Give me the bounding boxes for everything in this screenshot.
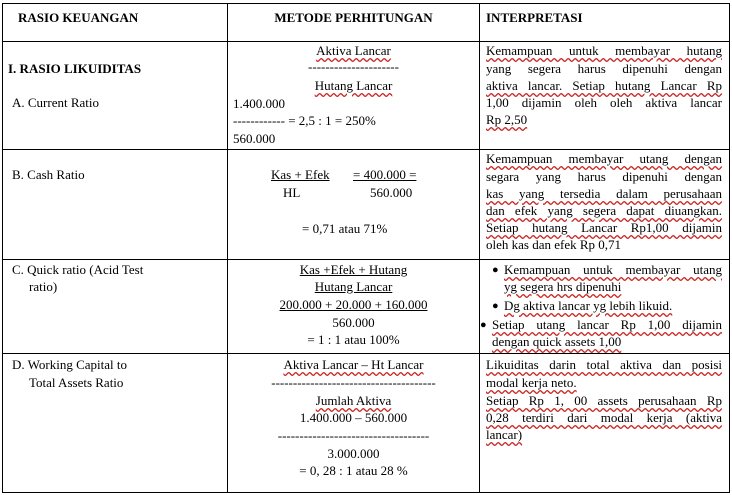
interp-cash-line-2: segara yang harus dipenuhi dengan	[486, 169, 722, 184]
interp-cash-line-5: Setiap hutang Lancar Rp1,00 dijamin	[486, 220, 722, 235]
interp-wcta-line-2: modal kerja neto.	[486, 375, 577, 390]
quick-denominator-label: Hutang Lancar	[314, 279, 393, 294]
cash-numerator-label: Kas + Efek	[271, 167, 330, 182]
interp-quick-bullet-2: Dg aktiva lancar yg lebih likuid.	[504, 298, 673, 313]
interp-wcta-line-4: 0,28 terdiri dari modal kerja (aktiva	[486, 410, 722, 425]
table-border-bottom	[2, 492, 730, 493]
interp-cash-line-3: kas yang tersedia dalam perusahaan	[486, 186, 722, 201]
row-divider-1	[2, 149, 730, 150]
wcta-denominator-label: Jumlah Aktiva	[315, 393, 392, 408]
interp-cash-line-4: dan efek yang segera dapat diuangkan.	[486, 203, 722, 218]
row-divider-2	[2, 259, 730, 260]
wcta-result: = 0, 28 : 1 atau 28 %	[299, 463, 408, 478]
interp-wcta-line-5: lancar)	[486, 427, 523, 442]
quick-result: = 1 : 1 atau 100%	[307, 332, 400, 347]
current-numerator-value: 1.400.000	[233, 96, 285, 111]
cash-result: = 0,71 atau 71%	[302, 221, 388, 236]
interp-quick-bullet-3: Setiap utang lancar Rp 1,00 dijamin	[492, 317, 722, 332]
col-divider-2	[479, 3, 480, 493]
interp-cash-line-1: Kemampuan membayar utang dengan	[486, 151, 722, 166]
bullet-icon: ●	[492, 264, 499, 276]
interp-quick-bullet-1: Kemampuan untuk membayar utang	[504, 262, 722, 277]
bullet-icon: ●	[480, 319, 487, 331]
current-denominator-label: Hutang Lancar	[314, 78, 393, 93]
ratio-name-wcta-1: D. Working Capital to	[12, 357, 127, 372]
current-denominator-value: 560.000	[233, 131, 276, 146]
interp-current-line-1: Kemampuan untuk membayar hutang	[486, 43, 722, 58]
header-metode-perhitungan: METODE PERHITUNGAN	[274, 10, 433, 25]
interp-quick-bullet-1-cont: yg segera hrs dipenuhi	[504, 279, 622, 294]
header-divider	[2, 41, 730, 42]
cash-numerator-value: = 400.000 =	[353, 167, 417, 182]
interp-wcta-line-3: Setiap Rp 1, 00 assets perusahaan Rp	[486, 393, 722, 408]
section-title-likuiditas: I. RASIO LIKUIDITAS	[8, 61, 142, 76]
financial-ratio-table	[2, 3, 730, 493]
table-border-left	[2, 3, 3, 493]
interp-cash-line-6: oleh kas dan efek Rp 0,71	[486, 237, 622, 252]
row-divider-3	[2, 353, 730, 354]
ratio-name-quick-1: C. Quick ratio (Acid Test	[12, 262, 144, 277]
cash-denominator-value: 560.000	[370, 185, 413, 200]
ratio-name-cash: B. Cash Ratio	[12, 167, 85, 182]
interp-quick-bullet-3-cont: dengan quick assets 1,00	[492, 334, 622, 349]
ratio-name-wcta-2: Total Assets Ratio	[29, 375, 124, 390]
ratio-name-quick-2: ratio)	[29, 279, 58, 294]
interp-current-line-2: yang segera harus dipenuhi dengan	[486, 61, 722, 76]
current-fraction-dash: ---------------------	[308, 59, 399, 74]
ratio-name-current: A. Current Ratio	[12, 95, 100, 110]
quick-denominator-value: 560.000	[332, 315, 375, 330]
interp-current-line-4: 1,00 dijamin oleh oleh aktiva lancar	[486, 95, 722, 110]
wcta-numerator-value: 1.400.000 – 560.000	[299, 410, 408, 425]
interp-current-line-3: aktiva lancar. Setiap hutang Lancar Rp	[486, 78, 722, 93]
quick-numerator-label: Kas +Efek + Hutang	[299, 262, 408, 277]
interp-current-line-5: Rp 2,50	[486, 112, 528, 127]
wcta-denominator-value: 3.000.000	[327, 446, 380, 461]
wcta-numerator-label: Aktiva Lancar – Ht Lancar	[283, 357, 424, 372]
cash-denominator-label: HL	[283, 185, 301, 200]
header-interpretasi: INTERPRETASI	[486, 10, 583, 25]
wcta-fraction-dash-2: -----------------------------------	[277, 428, 430, 443]
table-border-right	[729, 3, 730, 493]
quick-numerator-value: 200.000 + 20.000 + 160.000	[279, 297, 428, 312]
current-result: ------------ = 2,5 : 1 = 250%	[233, 113, 376, 128]
current-numerator-label: Aktiva Lancar	[316, 43, 391, 58]
table-border-top	[2, 3, 730, 4]
bullet-icon: ●	[492, 300, 499, 312]
wcta-fraction-dash: --------------------------------------	[271, 375, 436, 390]
interp-wcta-line-1: Likuiditas darin total aktiva dan posisi	[486, 357, 722, 372]
header-rasio-keuangan: RASIO KEUANGAN	[18, 10, 139, 25]
